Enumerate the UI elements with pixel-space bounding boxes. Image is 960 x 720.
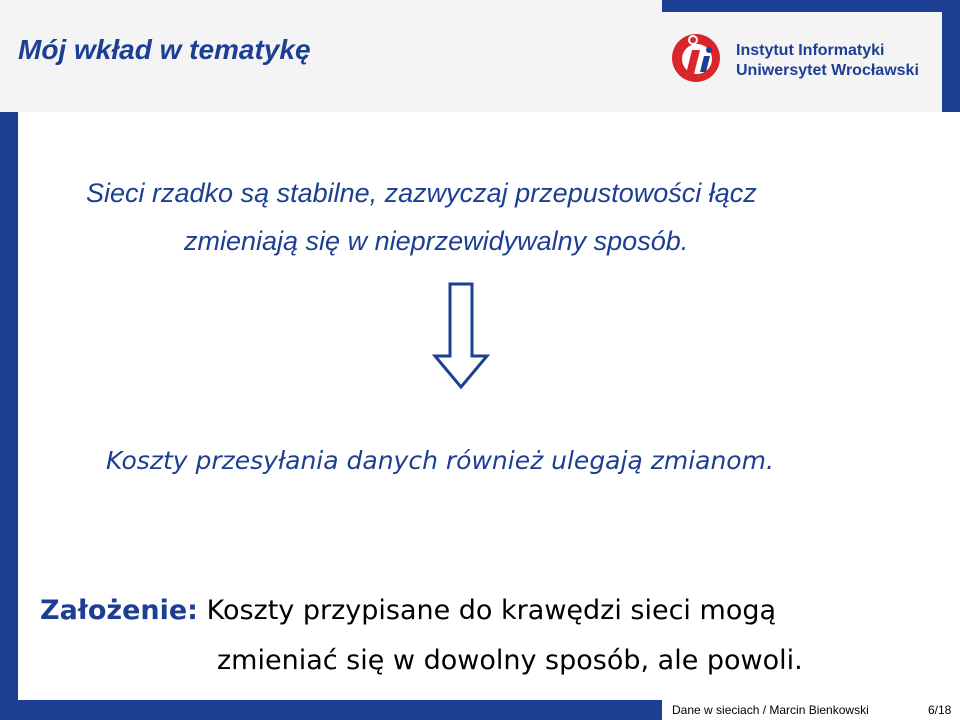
institute-logo-icon [670, 30, 722, 84]
assumption-line-1 [40, 586, 803, 636]
frame-left-bar [0, 112, 18, 720]
institute-line-1: Instytut Informatyki [736, 42, 885, 59]
statement-1-line-2: zmieniają się w nieprzewidywalny sposób. [184, 226, 689, 256]
frame-right-bar [942, 0, 960, 112]
slide-title: Mój wkład w tematykę [18, 34, 311, 65]
assumption-label: Założenie: [40, 595, 198, 626]
frame-top-bar [662, 0, 960, 12]
assumption-block [40, 586, 803, 686]
page-number: 6/18 [928, 703, 952, 717]
down-arrow-icon [430, 282, 492, 390]
statement-1-line-1: Sieci rzadko są stabilne, zazwyczaj przepustowości łącz [86, 178, 757, 208]
assumption-text-1: Koszty przypisane do krawędzi sieci mogą [206, 595, 777, 626]
assumption-line-2: zmieniać się w dowolny sposób, ale powoli. [217, 645, 803, 676]
institute-name [736, 41, 919, 81]
statement-2: Koszty przesyłania danych również ulegają zmianom. [106, 446, 774, 475]
footer-author: Dane w sieciach / Marcin Bienkowski [672, 703, 869, 717]
institute-line-2: Uniwersytet Wrocławski [736, 62, 919, 79]
